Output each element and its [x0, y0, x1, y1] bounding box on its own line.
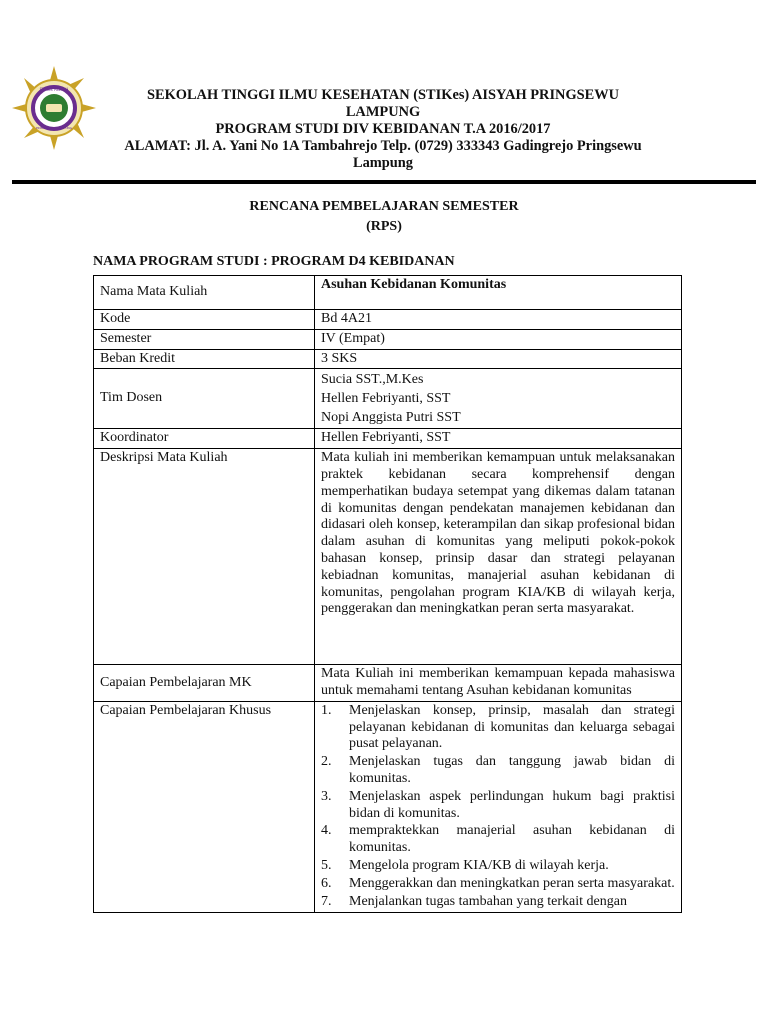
row-koordinator [94, 429, 682, 449]
item-text: Menjelaskan konsep, prinsip, masalah dan strategi pelayanan kebidanan di komunitas dan keluarga sebagai pusat pelayanan. [349, 702, 675, 752]
value-nama-mk: Asuhan Kebidanan Komunitas [315, 276, 682, 310]
title-line: RENCANA PEMBELAJARAN SEMESTER [249, 199, 519, 214]
item-text: Menjelaskan tugas dan tanggung jawab bidan di komunitas. [349, 754, 675, 786]
value-kode: Bd 4A21 [315, 310, 682, 330]
row-beban [94, 349, 682, 369]
item-number: 5. [321, 857, 332, 873]
label-tim-dosen: Tim Dosen [94, 369, 315, 429]
header-divider [12, 180, 756, 184]
item-number: 4. [321, 823, 332, 839]
row-semester [94, 329, 682, 349]
header-line-5: Lampung [353, 155, 413, 171]
item-number: 2. [321, 754, 332, 770]
label-capaian-khusus: Capaian Pembelajaran Khusus [94, 701, 315, 913]
list-item [321, 754, 675, 788]
list-item [321, 894, 675, 911]
item-number: 3. [321, 788, 332, 804]
logo-text-top: STIKes AISYAH [39, 87, 69, 92]
item-text: Menjelaskan aspek perlindungan hukum bagi praktisi bidan di komunitas. [349, 788, 675, 821]
list-item [321, 823, 675, 857]
list-item [321, 703, 675, 753]
value-koordinator: Hellen Febriyanti, SST [315, 429, 682, 449]
institution-logo [10, 64, 98, 152]
list-item [321, 858, 675, 875]
label-semester: Semester [94, 329, 315, 349]
institution-header [98, 87, 668, 172]
row-tim-dosen [94, 369, 682, 429]
header-line-2: LAMPUNG [345, 104, 421, 120]
row-nama-mk [94, 276, 682, 310]
logo-text-bottom: PRINGSEWU - LAMPUNG [35, 126, 73, 130]
value-tim-dosen [315, 369, 682, 429]
dosen-1: Sucia SST.,M.Kes [321, 372, 424, 388]
value-beban: 3 SKS [315, 349, 682, 369]
label-kode: Kode [94, 310, 315, 330]
label-deskripsi: Deskripsi Mata Kuliah [94, 449, 315, 665]
list-item [321, 789, 675, 823]
rps-table [93, 275, 682, 913]
label-capaian-mk: Capaian Pembelajaran MK [94, 665, 315, 702]
header-line-4: ALAMAT: Jl. A. Yani No 1A Tambahrejo Telp. (0729) 333343 Gadingrejo Pringsewu [124, 138, 642, 154]
item-number: 1. [321, 702, 332, 718]
item-text: mempraktekkan manajerial asuhan kebidanan di komunitas. [349, 823, 675, 856]
item-number: 7. [321, 893, 332, 909]
value-capaian-khusus [315, 701, 682, 913]
value-semester: IV (Empat) [315, 329, 682, 349]
header-line-1: SEKOLAH TINGGI ILMU KESEHATAN (STIKes) AISYAH PRINGSEWU [146, 87, 620, 103]
label-koordinator: Koordinator [94, 429, 315, 449]
list-item [321, 876, 675, 893]
dosen-2: Hellen Febriyanti, SST [321, 391, 451, 407]
item-number: 6. [321, 875, 332, 891]
subtitle-line: (RPS) [366, 219, 402, 234]
row-kode [94, 310, 682, 330]
row-capaian-khusus [94, 701, 682, 913]
label-beban: Beban Kredit [94, 349, 315, 369]
label-nama-mk: Nama Mata Kuliah [94, 276, 315, 310]
value-capaian-mk: Mata Kuliah ini memberikan kemampuan kepada mahasiswa untuk memahami tentang Asuhan kebidanan komunitas [315, 665, 682, 702]
program-name: NAMA PROGRAM STUDI : PROGRAM D4 KEBIDANAN [93, 254, 455, 269]
value-deskripsi: Mata kuliah ini memberikan kemampuan untuk melaksanakan praktek kebidanan secara komprehensif dengan memperhatikan budaya setempat yang dikemas dalam tatanan di komunitas dengan pendekatan manajemen kebidanan dan didasari oleh konsep, keterampilan dan sikap profesional bidan dalam asuhan di komunitas yang meliputi pokok-pokok bahasan konsep, prinsip dasar dan strategi pelayanan kebiadnan komunitas, manajerial asuhan kebidanan di komunitas, pengolahan program KIA/KB di wilayah kerja, penggerakan dan meningkatkan peran serta masyarakat. [315, 449, 682, 665]
row-capaian-mk [94, 665, 682, 702]
item-text: Menggerakkan dan meningkatkan peran serta masyarakat. [349, 875, 675, 891]
row-deskripsi [94, 449, 682, 665]
item-text: Mengelola program KIA/KB di wilayah kerja. [349, 857, 609, 873]
item-text: Menjalankan tugas tambahan yang terkait dengan [349, 893, 627, 909]
header-line-3: PROGRAM STUDI DIV KEBIDANAN T.A 2016/2017 [215, 121, 551, 137]
dosen-3: Nopi Anggista Putri SST [321, 410, 461, 426]
capaian-khusus-list [321, 703, 675, 911]
document-title [0, 197, 768, 237]
